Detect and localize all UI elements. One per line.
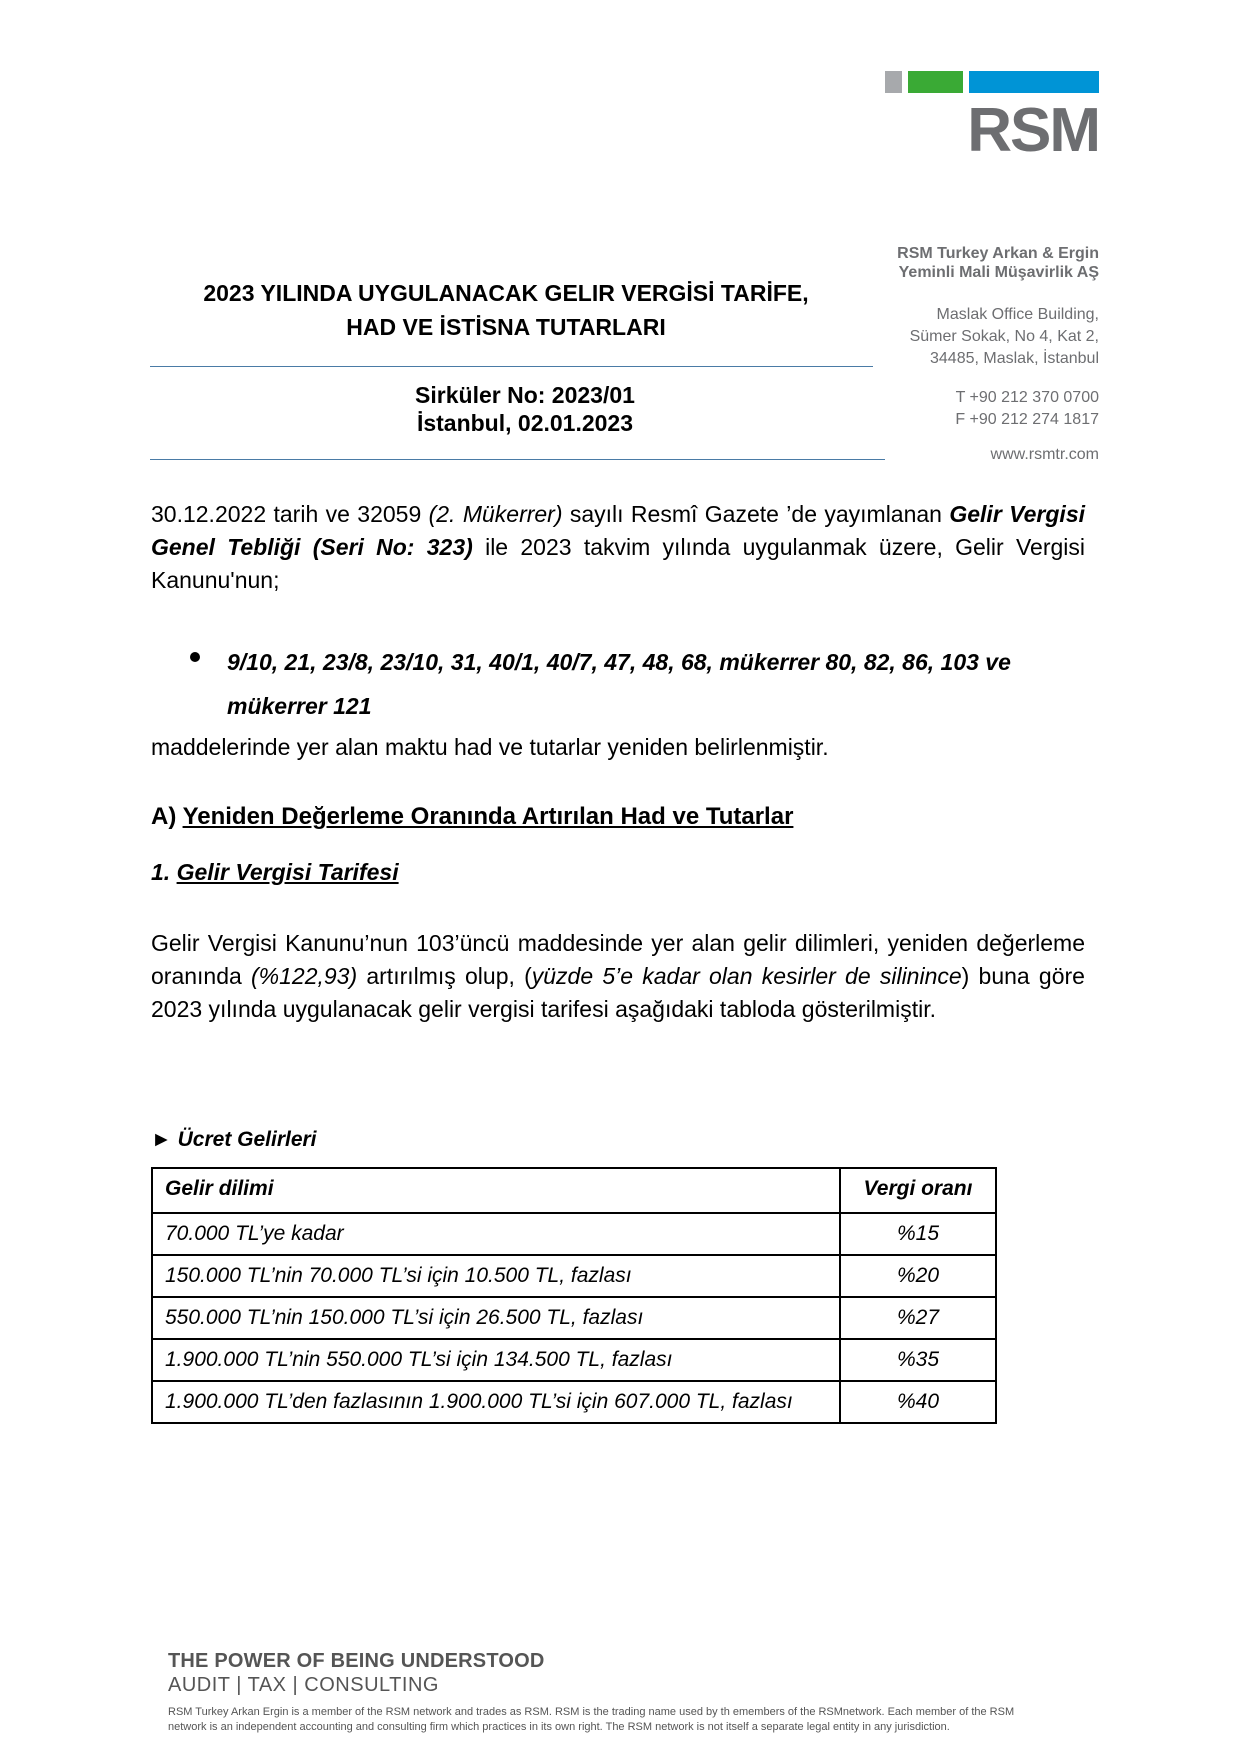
rate-cell: %15 <box>840 1213 996 1255</box>
logo-bar-green <box>908 71 963 93</box>
rate-cell: %40 <box>840 1381 996 1423</box>
logo-bar-blue <box>969 71 1099 93</box>
table-row <box>152 1339 996 1381</box>
tariff-text-b: (%122,93) <box>251 963 358 989</box>
company-name <box>840 244 1099 282</box>
website[interactable]: www.rsmtr.com <box>990 446 1099 463</box>
title-line-2: HAD VE İSTİSNA TUTARLARI <box>346 314 666 340</box>
bracket-cell: 550.000 TL’nin 150.000 TL’si için 26.500 TL, fazlası <box>152 1297 840 1339</box>
rate-cell: %20 <box>840 1255 996 1297</box>
fax-number: F +90 212 274 1817 <box>955 411 1099 428</box>
circular-info <box>150 381 900 437</box>
bullet-dot-icon <box>190 652 200 662</box>
tariff-text-a: Gelir Vergisi Kanunu’nun 103’üncü maddesinde yer alan gelir dilimleri, yeniden değerleme oranında <box>151 930 1085 989</box>
table-row <box>152 1381 996 1423</box>
intro-text-a: 30.12.2022 tarih ve 32059 <box>151 501 429 527</box>
office-line-1: Maslak Office Building, <box>936 306 1099 323</box>
office-line-3: 34485, Maslak, İstanbul <box>930 350 1099 367</box>
income-tax-table <box>151 1167 997 1424</box>
footer-slogan: THE POWER OF BEING UNDERSTOOD <box>168 1650 545 1672</box>
bracket-cell: 1.900.000 TL’nin 550.000 TL’si için 134.500 TL, fazlası <box>152 1339 840 1381</box>
office-line-2: Sümer Sokak, No 4, Kat 2, <box>909 328 1099 345</box>
bracket-cell: 150.000 TL’nin 70.000 TL’si için 10.500 TL, fazlası <box>152 1255 840 1297</box>
company-line-2: Yeminli Mali Müşavirlik AŞ <box>898 264 1099 281</box>
section-a-title: Yeniden Değerleme Oranında Artırılan Had ve Tutarlar <box>182 803 794 830</box>
table-header-row <box>152 1168 996 1213</box>
office-address <box>840 304 1099 370</box>
header-tax-rate: Vergi oranı <box>840 1168 996 1213</box>
section-1-title: Gelir Vergisi Tarifesi <box>176 859 399 885</box>
circular-number: Sirküler No: 2023/01 <box>415 382 635 408</box>
bracket-cell: 70.000 TL’ye kadar <box>152 1213 840 1255</box>
footer-disclaimer: RSM Turkey Arkan Ergin is a member of the RSM network and trades as RSM. RSM is the trading name used by th emembers of the RSMnetwork. Each member of the RSM network is an independent accounting and consulting firm which practices in its own right. The RSM network is not itself a separate legal entity in any jurisdiction. <box>168 1706 1015 1733</box>
table-row <box>152 1297 996 1339</box>
rsm-logo-bars <box>885 71 1099 93</box>
articles-list-item: 9/10, 21, 23/8, 23/10, 31, 40/1, 40/7, 47, 48, 68, mükerrer 80, 82, 86, 103 ve mükerrer 121 <box>227 649 1011 719</box>
intro-text-c: sayılı Resmî Gazete ’de yayımlanan <box>562 501 950 527</box>
table-row <box>152 1213 996 1255</box>
bracket-cell: 1.900.000 TL’den fazlasının 1.900.000 TL’si için 607.000 TL, fazlası <box>152 1381 840 1423</box>
document-title <box>150 276 862 344</box>
circular-divider <box>150 459 885 460</box>
company-line-1: RSM Turkey Arkan & Ergin <box>897 245 1099 262</box>
table-heading: ► Ücret Gelirleri <box>151 1128 317 1151</box>
intro-text-e: ile 2023 takvim yılında uygulanmak üzere, Gelir Vergisi Kanunu'nun; <box>151 534 1085 593</box>
intro-text-b: (2. Mükerrer) <box>428 501 563 527</box>
rate-cell: %35 <box>840 1339 996 1381</box>
logo-bar-gray <box>885 71 902 93</box>
title-divider <box>150 366 873 367</box>
tariff-text-d: yüzde 5’e kadar olan kesirler de silinince <box>531 963 962 989</box>
circular-date: İstanbul, 02.01.2023 <box>416 410 634 436</box>
intro-text-d: Gelir Vergisi Genel Tebliği (Seri No: 323) <box>151 501 1085 560</box>
table-row <box>152 1255 996 1297</box>
phone-number: T +90 212 370 0700 <box>955 389 1099 406</box>
section-a-heading <box>151 801 793 833</box>
tariff-text-c: artırılmış olup, ( <box>357 963 532 989</box>
footer-services: AUDIT | TAX | CONSULTING <box>168 1674 439 1696</box>
intro-paragraph <box>151 498 1085 597</box>
rate-cell: %27 <box>840 1297 996 1339</box>
tariff-paragraph <box>151 927 1085 1026</box>
section-1-heading <box>151 856 399 888</box>
after-bullet-paragraph: maddelerinde yer alan maktu had ve tutarlar yeniden belirlenmiştir. <box>151 734 829 760</box>
title-line-1: 2023 YILINDA UYGULANACAK GELIR VERGİSİ TARİFE, <box>203 280 809 306</box>
rsm-logo-text: RSM <box>967 96 1099 165</box>
section-1-prefix: 1. <box>151 859 177 885</box>
tariff-text-e: ) buna göre 2023 yılında uygulanacak gelir vergisi tarifesi aşağıdaki tabloda gösterilmiştir. <box>151 963 1085 1022</box>
section-a-prefix: A) <box>151 803 183 830</box>
header-income-bracket: Gelir dilimi <box>152 1168 840 1213</box>
